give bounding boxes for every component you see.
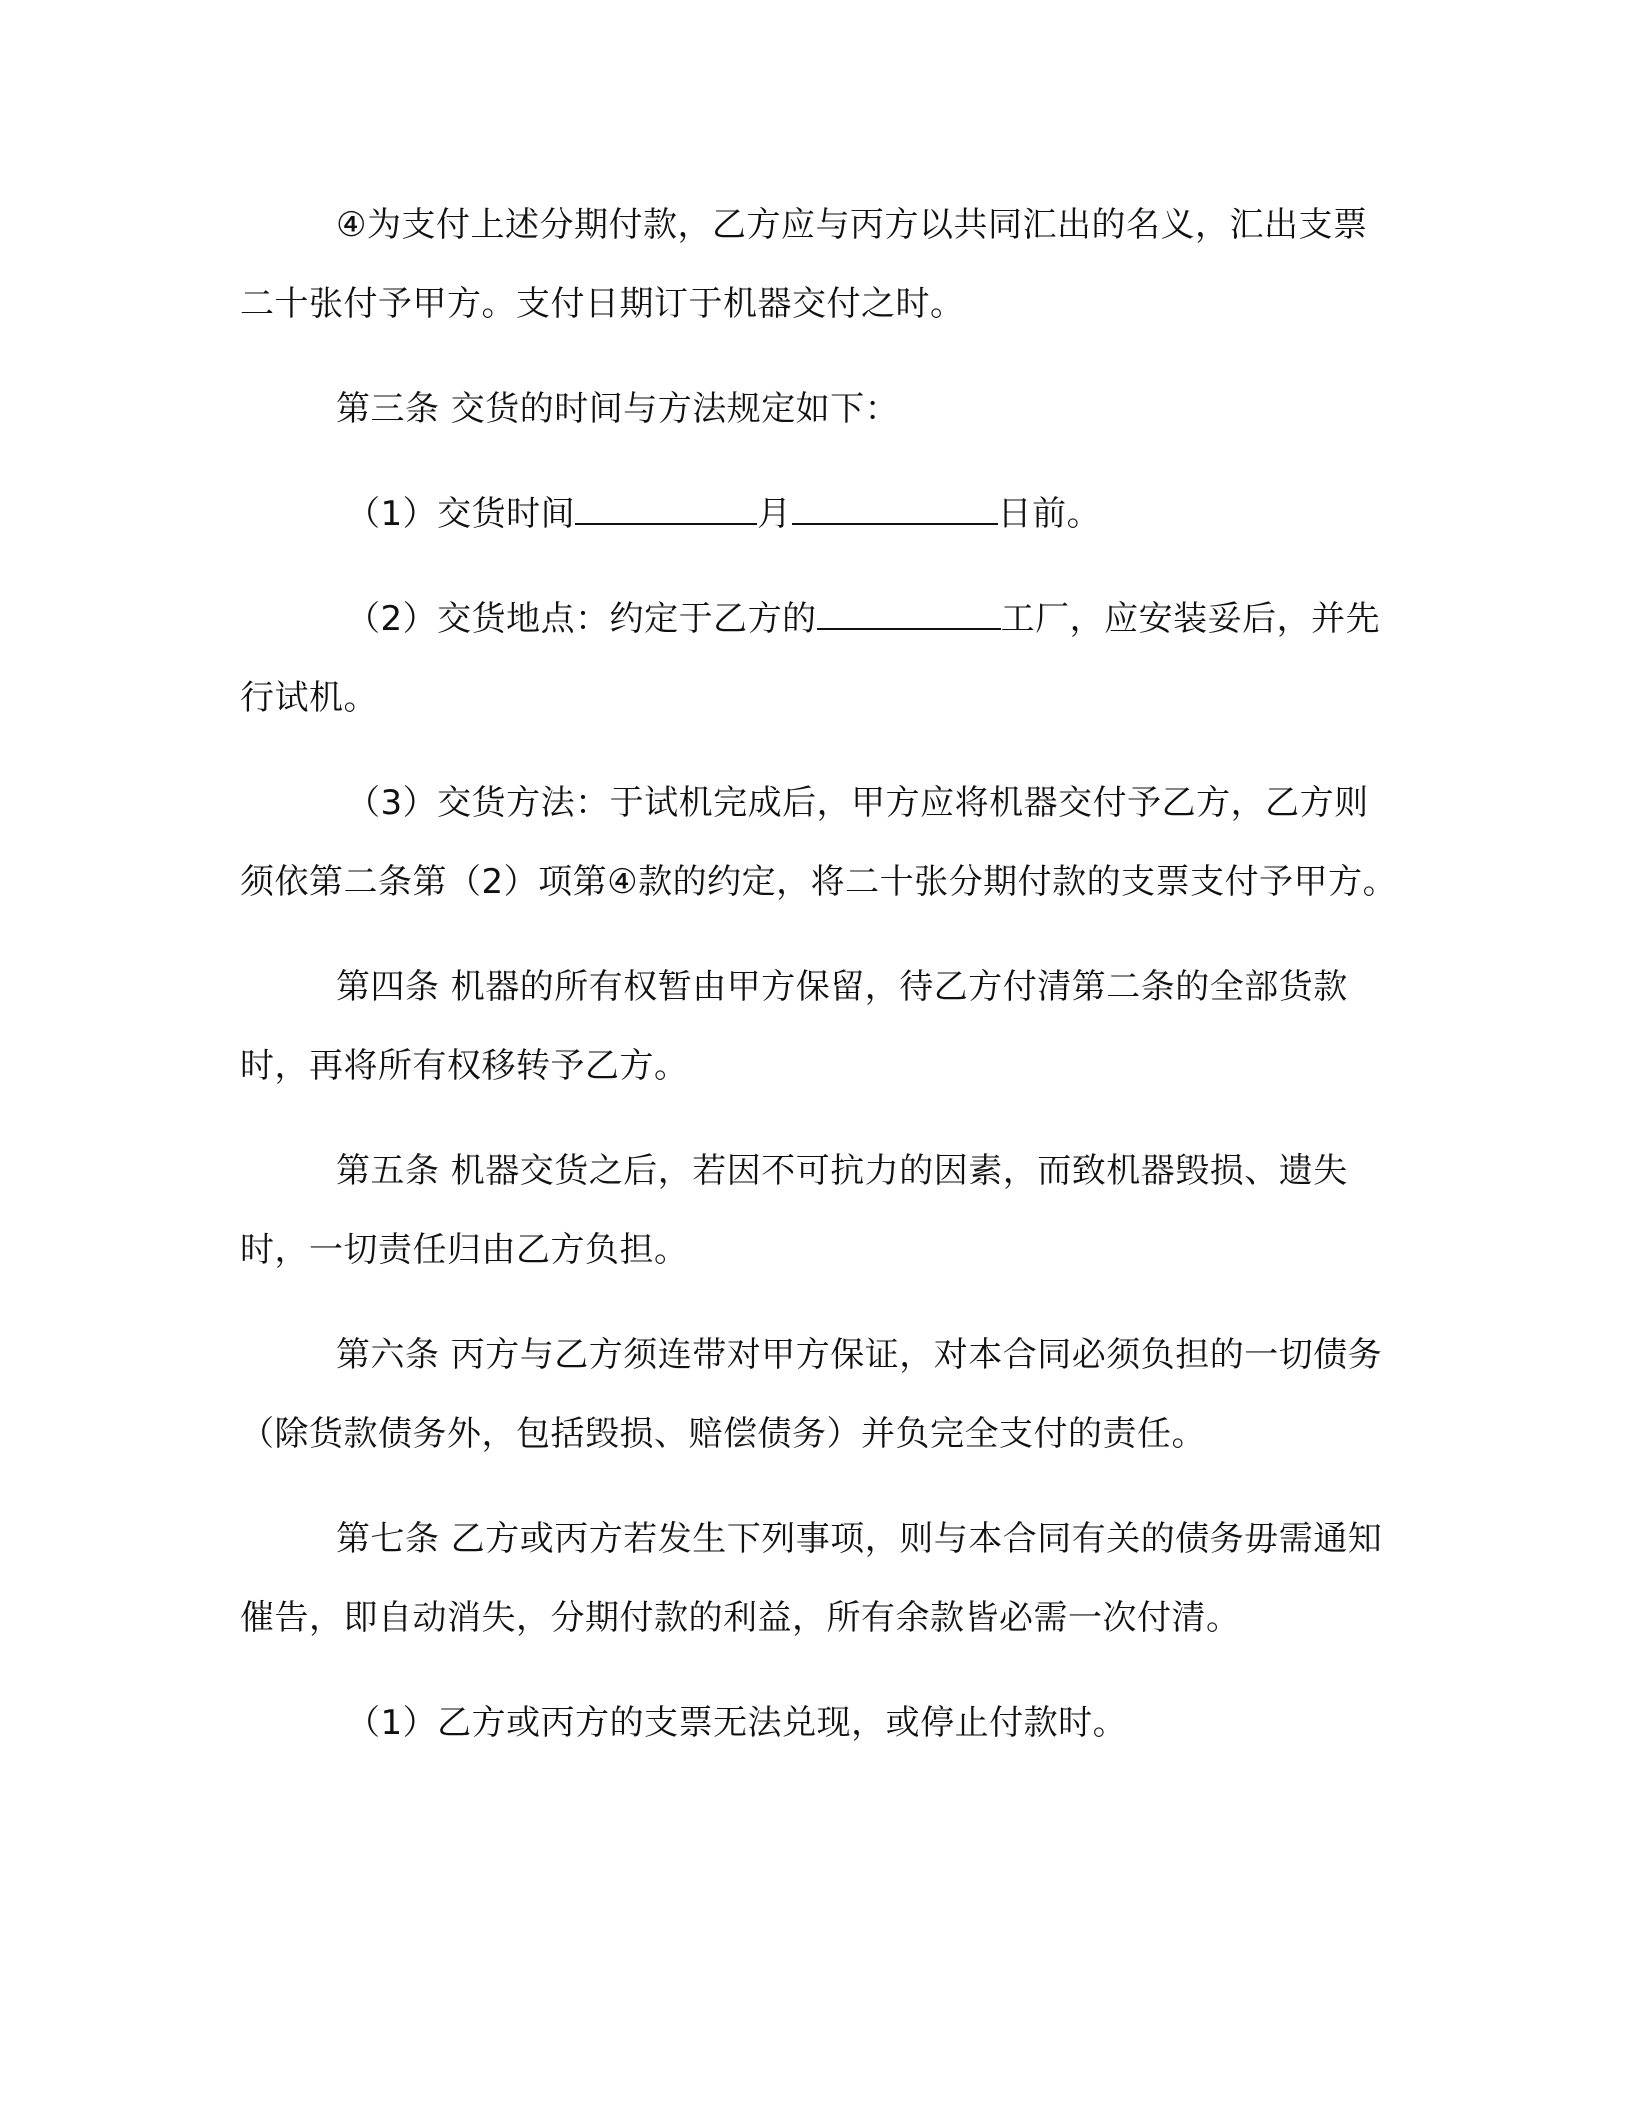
month-label: 月 [757, 494, 792, 534]
paragraph-payment-checks: ④为支付上述分期付款，乙方应与丙方以共同汇出的名义，汇出支票二十张付予甲方。支付日期订于机器交付之时。 [240, 205, 1368, 324]
delivery-time-label: （1）交货时间 [346, 494, 576, 534]
article-7-item-1: （1）乙方或丙方的支票无法兑现，或停止付款时。 [346, 1703, 1128, 1743]
article-5: 第五条 机器交货之后，若因不可抗力的因素，而致机器毁损、遗失时，一切责任归由乙方负担。 [240, 1151, 1348, 1270]
article-7: 第七条 乙方或丙方若发生下列事项，则与本合同有关的债务毋需通知催告，即自动消失，分期付款的利益，所有余款皆必需一次付清。 [240, 1519, 1383, 1638]
day-blank [792, 493, 998, 525]
article-6: 第六条 丙方与乙方须连带对甲方保证，对本合同必须负担的一切债务（除货款债务外，包括毁损、赔偿债务）并负完全支付的责任。 [240, 1335, 1383, 1454]
day-label: 日前。 [997, 494, 1102, 534]
month-blank [575, 493, 757, 525]
article-3-heading: 第三条 交货的时间与方法规定如下： [336, 389, 900, 429]
delivery-place-suffix: 工厂，应安装妥后，并先行试机。 [240, 599, 1381, 718]
item-delivery-place [240, 580, 1400, 738]
delivery-place-label: （2）交货地点：约定于乙方的 [346, 599, 817, 639]
article-4: 第四条 机器的所有权暂由甲方保留，待乙方付清第二条的全部货款时，再将所有权移转予乙方。 [240, 967, 1348, 1086]
item-delivery-time [240, 475, 1400, 554]
contract-body [240, 186, 1400, 1763]
factory-blank [817, 598, 1001, 630]
item-delivery-method: （3）交货方法：于试机完成后，甲方应将机器交付予乙方，乙方则须依第二条第（2）项第④款的约定，将二十张分期付款的支票支付予甲方。 [240, 783, 1398, 902]
